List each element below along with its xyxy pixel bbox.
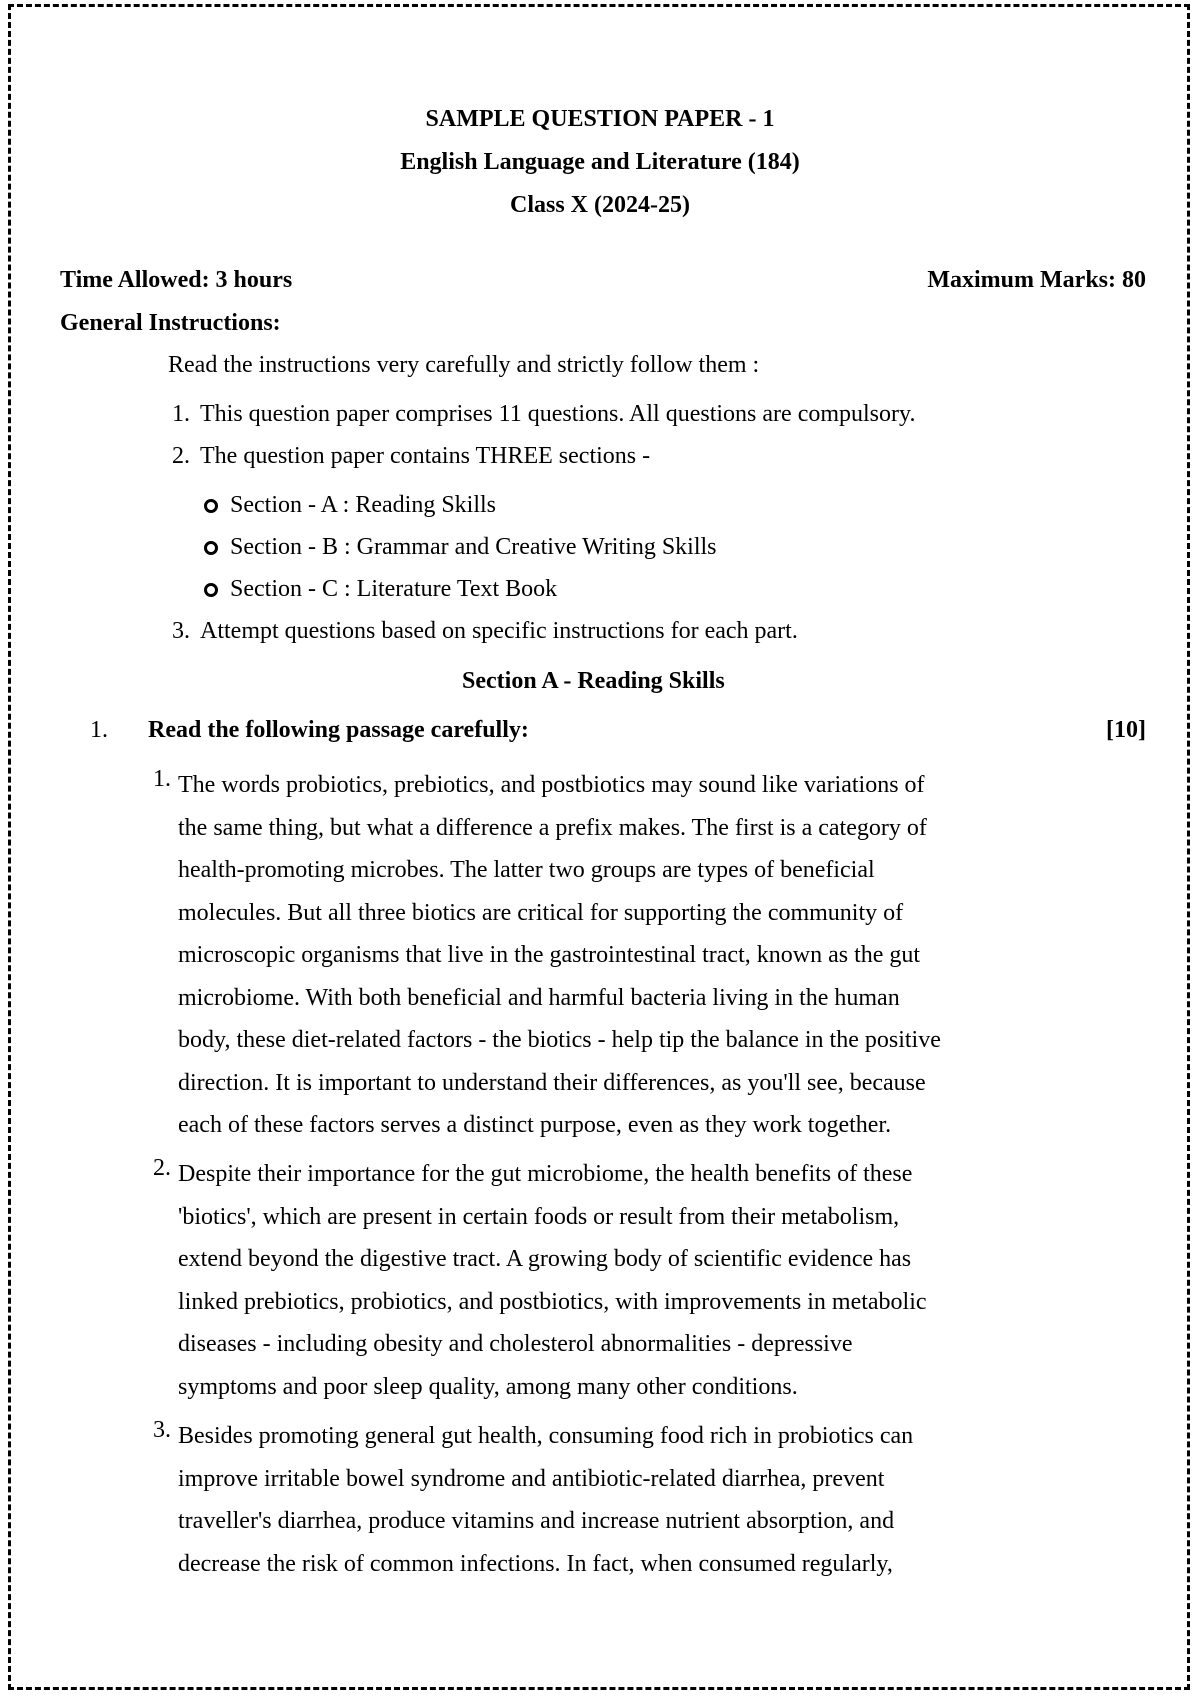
- instruction-item: This question paper comprises 11 questions. All questions are compulsory.: [200, 401, 916, 427]
- paragraph-line: direction. It is important to understand their differences, as you'll see, because: [178, 1069, 926, 1096]
- question-number: 1.: [90, 717, 108, 743]
- paragraph-line: Despite their importance for the gut microbiome, the health benefits of these: [178, 1161, 913, 1187]
- instruction-item: The question paper contains THREE sections -: [200, 443, 651, 469]
- section-list-item: Section - C : Literature Text Book: [230, 576, 558, 602]
- section-heading: Section A - Reading Skills: [462, 668, 725, 694]
- paragraph-number: 2.: [153, 1155, 171, 1181]
- paragraph-line: health-promoting microbes. The latter two groups are types of beneficial: [178, 857, 875, 883]
- paragraph-line: 'biotics', which are present in certain foods or result from their metabolism,: [178, 1203, 900, 1230]
- bullet-icon: [204, 499, 218, 513]
- instructions-intro: Read the instructions very carefully and strictly follow them :: [168, 352, 760, 378]
- instructions-heading: General Instructions:: [60, 310, 281, 336]
- paragraph-line: symptoms and poor sleep quality, among many other conditions.: [178, 1373, 798, 1400]
- bullet-icon: [204, 541, 218, 555]
- paragraph-line: Besides promoting general gut health, consuming food rich in probiotics can: [178, 1423, 914, 1449]
- paragraph-line: improve irritable bowel syndrome and antibiotic-related diarrhea, prevent: [178, 1465, 885, 1492]
- instruction-item: Attempt questions based on specific instructions for each part.: [200, 618, 798, 644]
- question-marks: [10]: [1106, 717, 1146, 743]
- paragraph-line: the same thing, but what a difference a prefix makes. The first is a category of: [178, 814, 927, 841]
- paragraph-line: extend beyond the digestive tract. A growing body of scientific evidence has: [178, 1246, 912, 1272]
- paper-title: SAMPLE QUESTION PAPER - 1: [425, 106, 775, 132]
- paragraph-line: molecules. But all three biotics are critical for supporting the community of: [178, 899, 904, 926]
- question-prompt: Read the following passage carefully:: [148, 717, 529, 743]
- paragraph-line: microscopic organisms that live in the gastrointestinal tract, known as the gut: [178, 942, 921, 968]
- paragraph-line: decrease the risk of common infections. In fact, when consumed regularly,: [178, 1550, 893, 1577]
- paragraph-line: diseases - including obesity and cholesterol abnormalities - depressive: [178, 1331, 853, 1357]
- maximum-marks: Maximum Marks: 80: [927, 267, 1146, 293]
- section-list-item: Section - A : Reading Skills: [230, 492, 497, 518]
- paragraph-number: 1.: [153, 766, 171, 792]
- instruction-number: 1.: [172, 401, 190, 427]
- paragraph-line: traveller's diarrhea, produce vitamins and increase nutrient absorption, and: [178, 1508, 895, 1534]
- section-list-item: Section - B : Grammar and Creative Writing Skills: [230, 534, 717, 560]
- bullet-icon: [204, 583, 218, 597]
- instruction-number: 2.: [172, 443, 190, 469]
- paragraph-number: 3.: [153, 1417, 171, 1443]
- paragraph-line: microbiome. With both beneficial and harmful bacteria living in the human: [178, 984, 900, 1011]
- passage-paragraph: [178, 764, 1078, 1147]
- instruction-number: 3.: [172, 618, 190, 644]
- paper-class: Class X (2024-25): [510, 192, 690, 218]
- passage-paragraph: [178, 1153, 1078, 1408]
- paragraph-line: linked prebiotics, probiotics, and postbiotics, with improvements in metabolic: [178, 1288, 927, 1315]
- time-allowed: Time Allowed: 3 hours: [60, 267, 293, 293]
- paragraph-line: body, these diet-related factors - the biotics - help tip the balance in the positive: [178, 1027, 941, 1053]
- paper-subject: English Language and Literature (184): [400, 149, 800, 175]
- paragraph-line: each of these factors serves a distinct purpose, even as they work together.: [178, 1112, 892, 1138]
- passage-paragraph: [178, 1415, 1078, 1585]
- paragraph-line: The words probiotics, prebiotics, and postbiotics may sound like variations of: [178, 772, 925, 798]
